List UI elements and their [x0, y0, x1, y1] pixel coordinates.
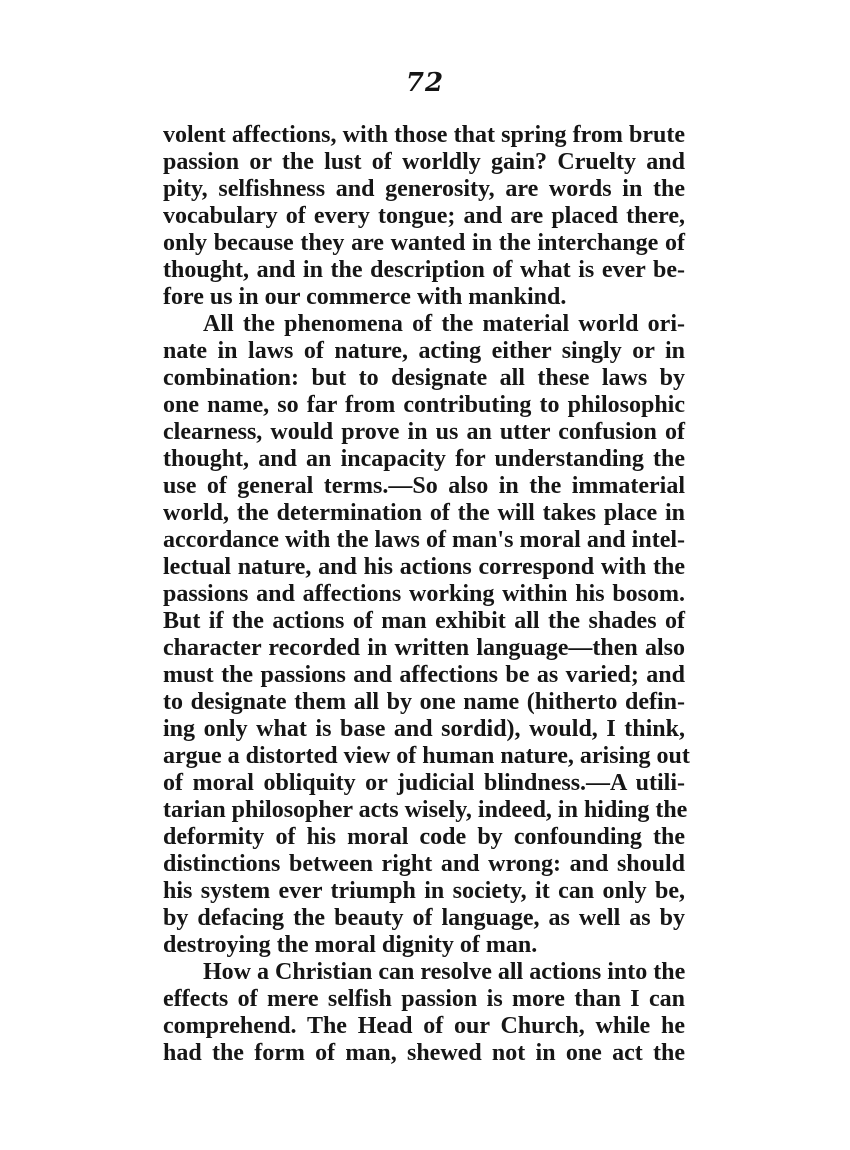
text-line: one name, so far from contributing to philosophic — [163, 392, 685, 418]
text-line: combination: but to designate all these laws by — [163, 365, 685, 391]
text-line: tarian philosopher acts wisely, indeed, in hiding the — [163, 797, 688, 823]
text-line: vocabulary of every tongue; and are placed there, — [163, 203, 685, 229]
text-line: lectual nature, and his actions correspond with the — [163, 554, 685, 580]
text-line: comprehend. The Head of our Church, while he — [163, 1013, 685, 1039]
text-line: But if the actions of man exhibit all the shades of — [163, 608, 685, 634]
text-line: deformity of his moral code by confounding the — [163, 824, 685, 850]
text-line: effects of mere selfish passion is more than I can — [163, 986, 685, 1012]
text-line: must the passions and affections be as varied; and — [163, 662, 685, 688]
paragraph-2 — [163, 311, 690, 959]
text-line: to designate them all by one name (hitherto defin- — [163, 689, 685, 715]
text-line: passion or the lust of worldly gain? Cruelty and — [163, 149, 685, 175]
text-line: How a Christian can resolve all actions into the — [203, 959, 686, 985]
text-line: world, the determination of the will takes place in — [163, 500, 685, 526]
text-line: All the phenomena of the material world ori- — [203, 311, 685, 337]
text-line: had the form of man, shewed not in one act the — [163, 1040, 685, 1066]
text-line: by defacing the beauty of language, as well as by — [163, 905, 685, 931]
text-line: character recorded in written language—then also — [163, 635, 685, 661]
text-line: his system ever triumph in society, it can only be, — [163, 878, 685, 904]
text-line: passions and affections working within his bosom. — [163, 581, 685, 607]
text-line: destroying the moral dignity of man. — [163, 932, 538, 958]
text-line: thought, and in the description of what is ever be- — [163, 257, 685, 283]
paragraph-1 — [163, 122, 685, 311]
text-line: distinctions between right and wrong: and should — [163, 851, 685, 877]
text-line: of moral obliquity or judicial blindness.—A utili- — [163, 770, 685, 796]
text-line: fore us in our commerce with mankind. — [163, 284, 567, 310]
text-line: thought, and an incapacity for understanding the — [163, 446, 685, 472]
page-number: 72 — [405, 68, 445, 98]
text-line: volent affections, with those that spring from brute — [163, 122, 685, 148]
body-text — [163, 122, 690, 1067]
text-line: argue a distorted view of human nature, arising out — [163, 743, 690, 769]
text-line: only because they are wanted in the interchange of — [163, 230, 685, 256]
text-line: clearness, would prove in us an utter confusion of — [163, 419, 685, 445]
text-line: pity, selfishness and generosity, are words in the — [163, 176, 685, 202]
text-line: use of general terms.—So also in the immaterial — [163, 473, 685, 499]
paragraph-3 — [163, 959, 685, 1067]
text-line: nate in laws of nature, acting either singly or in — [163, 338, 685, 364]
text-line: accordance with the laws of man's moral and intel- — [163, 527, 685, 553]
text-line: ing only what is base and sordid), would, I think, — [163, 716, 685, 742]
